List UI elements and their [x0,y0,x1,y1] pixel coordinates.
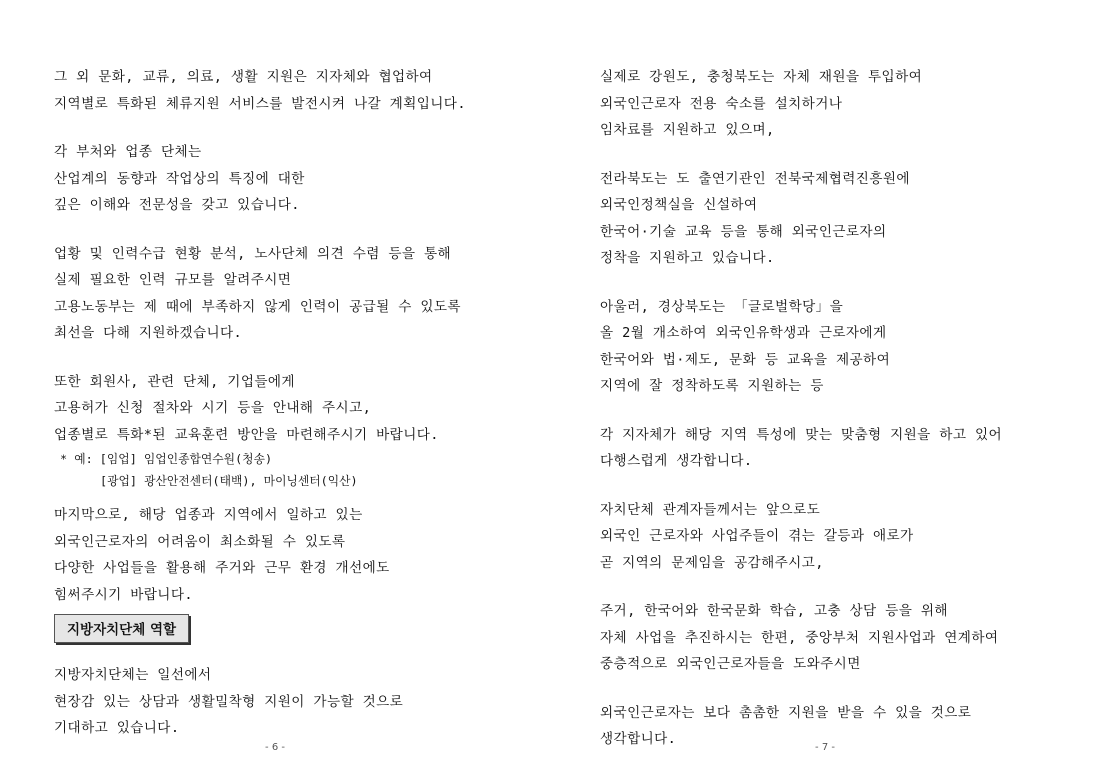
text-line: 외국인근로자의 어려움이 최소화될 수 있도록 [54,533,346,550]
text-line: 현장감 있는 상담과 생활밀착형 지원이 가능할 것으로 [54,693,404,710]
text-line: 정착을 지원하고 있습니다. [600,250,775,266]
footnote [54,448,534,492]
text-line: 각 지자체가 해당 지역 특성에 맞는 맞춤형 지원을 하고 있어 [600,426,1003,443]
page-number: - 6 - [265,742,285,753]
text-line: 지역별로 특화된 체류지원 서비스를 발전시켜 나갈 계획입니다. [54,95,466,112]
text-line: 그 외 문화, 교류, 의료, 생활 지원은 지자체와 협업하여 [54,69,433,85]
text-line: 외국인근로자는 보다 촘촘한 지원을 받을 수 있을 것으로 [600,704,972,721]
text-line: 깊은 이해와 전문성을 갖고 있습니다. [54,197,300,213]
text-line: 외국인 근로자와 사업주들이 겪는 갈등과 애로가 [600,528,914,544]
footnote-line: * 예: [임업] 임업인종합연수원(청송) [60,452,273,466]
text-line: 업황 및 인력수급 현황 분석, 노사단체 의견 수렴 등을 통해 [54,245,452,262]
paragraph [54,662,534,742]
paragraph [54,64,534,117]
text-line: 전라북도는 도 출연기관인 전북국제협력진흥원에 [600,170,910,187]
paragraph [54,241,534,347]
paragraph [600,598,1090,678]
text-line: 자체 사업을 추진하시는 한편, 중앙부처 지원사업과 연계하여 [600,629,999,646]
text-line: 지방자치단체는 일선에서 [54,667,212,683]
right-page [550,0,1100,778]
paragraph [600,497,1090,577]
text-line: 산업계의 동향과 작업상의 특징에 대한 [54,170,305,187]
text-line: 실제로 강원도, 충청북도는 자체 재원을 투입하여 [600,69,923,85]
right-text-column [600,64,1090,753]
text-line: 다행스럽게 생각합니다. [600,453,753,469]
text-line: 고용허가 신청 절차와 시기 등을 안내해 주시고, [54,400,372,416]
text-line: 외국인근로자 전용 숙소를 설치하거나 [600,95,843,112]
footnote-line: [광업] 광산안전센터(태백), 마이닝센터(익산) [100,474,358,488]
text-line: 힘써주시기 바랍니다. [54,586,193,603]
text-line: 한국어와 법·제도, 문화 등 교육을 제공하여 [600,351,891,368]
section-heading: 지방자치단체 역할 [54,614,189,643]
paragraph [600,166,1090,272]
text-line: 고용노동부는 제 때에 부족하지 않게 인력이 공급될 수 있도록 [54,298,461,315]
paragraph [54,139,534,219]
text-line: 곧 지역의 문제임을 공감해주시고, [600,554,824,571]
paragraph [600,294,1090,400]
text-line: 마지막으로, 해당 업종과 지역에서 일하고 있는 [54,507,363,523]
text-line: 올 2월 개소하여 외국인유학생과 근로자에게 [600,325,887,341]
text-line: 기대하고 있습니다. [54,720,180,736]
text-line: 주거, 한국어와 한국문화 학습, 고충 상담 등을 위해 [600,603,948,619]
text-line: 중층적으로 외국인근로자들을 도와주시면 [600,656,861,672]
text-line: 실제 필요한 인력 규모를 알려주시면 [54,272,292,288]
text-line: 자치단체 관계자들께서는 앞으로도 [600,501,821,518]
text-line: 업종별로 특화*된 교육훈련 방안을 마련해주시기 바랍니다. [54,426,439,443]
text-line: 생각합니다. [600,731,677,747]
text-line: 아울러, 경상북도는 「글로벌학당」을 [600,298,844,315]
text-line: 외국인정책실을 신설하여 [600,197,758,213]
paragraph [54,502,534,608]
text-line: 최선을 다해 지원하겠습니다. [54,325,243,341]
text-line: 지역에 잘 정착하도록 지원하는 등 [600,378,824,394]
paragraph [600,422,1090,475]
text-line: 또한 회원사, 관련 단체, 기업들에게 [54,373,295,390]
paragraph [54,369,534,449]
text-line: 다양한 사업들을 활용해 주거와 근무 환경 개선에도 [54,560,390,576]
paragraph [600,64,1090,144]
text-line: 한국어·기술 교육 등을 통해 외국인근로자의 [600,223,887,240]
left-text-column [54,64,534,742]
text-line: 임차료를 지원하고 있으며, [600,122,775,138]
page-number: - 7 - [815,742,835,753]
text-line: 각 부처와 업종 단체는 [54,144,202,160]
